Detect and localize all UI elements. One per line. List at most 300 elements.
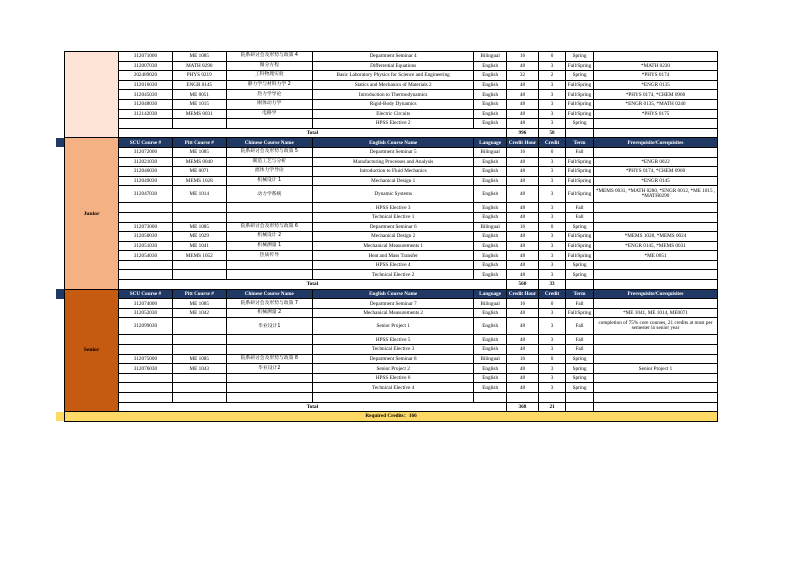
table-row bbox=[56, 186, 718, 203]
chinese-name-cell: 院系研讨会及形势与政策 4 bbox=[226, 52, 312, 62]
scu-course-cell: 312007030 bbox=[118, 61, 172, 71]
credit-cell: 3 bbox=[539, 335, 566, 345]
margin-cell bbox=[56, 203, 65, 213]
scu-course-cell: 312051030 bbox=[118, 241, 172, 251]
credit-cell: 0 bbox=[539, 299, 566, 309]
prereq-cell: *PHYS 0175 bbox=[594, 109, 718, 119]
credit-cell: 3 bbox=[539, 157, 566, 167]
pitt-course-cell bbox=[172, 345, 226, 355]
header-language-cell: Language bbox=[474, 289, 506, 299]
chinese-name-cell: 微分方程 bbox=[226, 61, 312, 71]
margin-cell bbox=[56, 251, 65, 261]
margin-cell bbox=[56, 222, 65, 232]
term-cell: Fall bbox=[566, 299, 594, 309]
scu-course-cell bbox=[118, 383, 172, 393]
total-hours: 368 bbox=[506, 402, 538, 412]
pitt-course-cell: ME 0051 bbox=[172, 90, 226, 100]
prereq-cell bbox=[594, 335, 718, 345]
credit-hour-cell: 16 bbox=[506, 222, 538, 232]
scu-course-cell bbox=[118, 203, 172, 213]
credit-hour-cell: 48 bbox=[506, 308, 538, 318]
credit-hour-cell: 48 bbox=[506, 383, 538, 393]
term-cell: Fall/Spring bbox=[566, 61, 594, 71]
scu-course-cell bbox=[118, 335, 172, 345]
prereq-cell bbox=[594, 270, 718, 280]
scu-course-cell: 312073000 bbox=[118, 222, 172, 232]
english-name-cell: Technical Elective 4 bbox=[312, 383, 474, 393]
credit-cell: 3 bbox=[539, 99, 566, 109]
credit-cell: 3 bbox=[539, 345, 566, 355]
language-cell: English bbox=[474, 373, 506, 383]
pitt-course-cell: ME 1042 bbox=[172, 308, 226, 318]
table-row bbox=[56, 157, 718, 167]
english-name-cell: Mechanical Measurements 2 bbox=[312, 308, 474, 318]
chinese-name-cell bbox=[226, 119, 312, 129]
chinese-name-cell: 机械设计 1 bbox=[226, 176, 312, 186]
credit-hour-cell: 48 bbox=[506, 90, 538, 100]
scu-course-cell: 312054030 bbox=[118, 251, 172, 261]
language-cell: English bbox=[474, 99, 506, 109]
table-row bbox=[56, 167, 718, 177]
term-cell: Fall/Spring bbox=[566, 99, 594, 109]
required-credits: Required Credits：166 bbox=[65, 412, 718, 422]
year-label: Junior bbox=[65, 138, 119, 289]
credit-hour-cell: 48 bbox=[506, 99, 538, 109]
scu-course-cell bbox=[118, 373, 172, 383]
table-row bbox=[56, 308, 718, 318]
margin-cell bbox=[56, 373, 65, 383]
language-cell: English bbox=[474, 251, 506, 261]
pitt-course-cell: PHYS 0219 bbox=[172, 71, 226, 81]
scu-course-cell bbox=[118, 212, 172, 222]
credit-hour-cell: 16 bbox=[506, 354, 538, 364]
header-prereq-cell: Prerequisite/Corequisites bbox=[594, 138, 718, 148]
header-term-cell: Term bbox=[566, 289, 594, 299]
chinese-name-cell: 院系研讨会及形势与政策 7 bbox=[226, 299, 312, 309]
margin-cell bbox=[56, 90, 65, 100]
scu-course-cell: 312050030 bbox=[118, 232, 172, 242]
pitt-course-cell: ME 1085 bbox=[172, 52, 226, 62]
scu-course-cell: 312071000 bbox=[118, 52, 172, 62]
header-term-cell: Term bbox=[566, 138, 594, 148]
credit-cell: 3 bbox=[539, 203, 566, 213]
scu-course-cell: 312049030 bbox=[118, 176, 172, 186]
prereq-cell bbox=[594, 203, 718, 213]
english-name-cell: Department Seminar 8 bbox=[312, 354, 474, 364]
pitt-course-cell: MATH 0290 bbox=[172, 61, 226, 71]
margin-cell bbox=[56, 176, 65, 186]
credit-cell: 3 bbox=[539, 90, 566, 100]
total-prereq bbox=[594, 128, 718, 138]
total-term bbox=[566, 128, 594, 138]
prereq-cell: *PHYS 0174, *CHEM 0960 bbox=[594, 90, 718, 100]
english-name-cell: Introduction to Thermodynamics bbox=[312, 90, 474, 100]
credit-cell: 3 bbox=[539, 186, 566, 203]
margin-cell bbox=[56, 280, 65, 290]
language-cell: English bbox=[474, 61, 506, 71]
total-credit: 33 bbox=[539, 280, 566, 290]
credit-hour-cell: 48 bbox=[506, 232, 538, 242]
prereq-cell bbox=[594, 212, 718, 222]
english-name-cell: Dynamic Systems bbox=[312, 186, 474, 203]
language-cell: English bbox=[474, 335, 506, 345]
english-name-cell: Manufacturing Processes and Analysis bbox=[312, 157, 474, 167]
english-name-cell: Basic Laboratory Physics for Science and Engineering bbox=[312, 71, 474, 81]
credit-cell bbox=[539, 393, 566, 403]
credit-cell: 0 bbox=[539, 354, 566, 364]
credit-hour-cell: 16 bbox=[506, 52, 538, 62]
prereq-cell bbox=[594, 299, 718, 309]
table-row bbox=[56, 241, 718, 251]
curriculum-sheet bbox=[56, 51, 718, 422]
prereq-cell: *ENGR 0145, *MEMS 0031 bbox=[594, 241, 718, 251]
credit-hour-cell: 48 bbox=[506, 345, 538, 355]
pitt-course-cell: ME 1029 bbox=[172, 232, 226, 242]
english-name-cell: HPSS Elective 2 bbox=[312, 119, 474, 129]
credit-cell: 3 bbox=[539, 318, 566, 335]
prereq-cell bbox=[594, 393, 718, 403]
header-chinese-name-cell: Chinese Course Name bbox=[226, 138, 312, 148]
prereq-cell bbox=[594, 119, 718, 129]
pitt-course-cell: ME 1085 bbox=[172, 222, 226, 232]
pitt-course-cell bbox=[172, 335, 226, 345]
total-prereq bbox=[594, 402, 718, 412]
term-cell: Spring bbox=[566, 222, 594, 232]
pitt-course-cell: MEMS 0040 bbox=[172, 157, 226, 167]
margin-cell bbox=[56, 80, 65, 90]
scu-course-cell bbox=[118, 119, 172, 129]
table-row bbox=[56, 203, 718, 213]
curriculum-table bbox=[56, 51, 718, 422]
scu-course-cell: 312099030 bbox=[118, 318, 172, 335]
credit-cell: 3 bbox=[539, 167, 566, 177]
credit-cell: 3 bbox=[539, 119, 566, 129]
credit-hour-cell: 48 bbox=[506, 167, 538, 177]
credit-hour-cell bbox=[506, 393, 538, 403]
chinese-name-cell: 制造工艺与分析 bbox=[226, 157, 312, 167]
language-cell: English bbox=[474, 71, 506, 81]
chinese-name-cell bbox=[226, 383, 312, 393]
margin-cell bbox=[56, 393, 65, 403]
total-term bbox=[566, 280, 594, 290]
english-name-cell: Introduction to Fluid Mechanics bbox=[312, 167, 474, 177]
credit-cell: 3 bbox=[539, 61, 566, 71]
required-credits-row bbox=[56, 412, 718, 422]
english-name-cell: Mechanical Design 2 bbox=[312, 232, 474, 242]
pitt-course-cell: ME 1015 bbox=[172, 99, 226, 109]
prereq-cell bbox=[594, 354, 718, 364]
total-credit: 58 bbox=[539, 128, 566, 138]
prereq-cell bbox=[594, 222, 718, 232]
language-cell: Bilingual bbox=[474, 147, 506, 157]
prereq-cell bbox=[594, 52, 718, 62]
chinese-name-cell bbox=[226, 335, 312, 345]
prereq-cell bbox=[594, 345, 718, 355]
header-scu-course-cell: SCU Course # bbox=[118, 138, 172, 148]
chinese-name-cell: 院系研讨会及形势与政策 6 bbox=[226, 222, 312, 232]
margin-cell bbox=[56, 345, 65, 355]
english-name-cell: Technical Elective 1 bbox=[312, 212, 474, 222]
term-cell: Spring bbox=[566, 373, 594, 383]
prereq-cell bbox=[594, 383, 718, 393]
language-cell bbox=[474, 393, 506, 403]
pitt-course-cell: MEMS 1052 bbox=[172, 251, 226, 261]
english-name-cell: Technical Elective 2 bbox=[312, 270, 474, 280]
credit-hour-cell: 16 bbox=[506, 147, 538, 157]
term-cell: Spring bbox=[566, 71, 594, 81]
language-cell: English bbox=[474, 203, 506, 213]
margin-cell bbox=[56, 61, 65, 71]
scu-course-cell: 202489020 bbox=[118, 71, 172, 81]
prereq-cell: *PHYS 0174 bbox=[594, 71, 718, 81]
margin-cell bbox=[56, 299, 65, 309]
credit-hour-cell: 48 bbox=[506, 364, 538, 374]
term-cell: Fall/Spring bbox=[566, 308, 594, 318]
prereq-cell: Senior Project 1 bbox=[594, 364, 718, 374]
margin-cell bbox=[56, 119, 65, 129]
credit-cell: 3 bbox=[539, 212, 566, 222]
english-name-cell: Senior Project 2 bbox=[312, 364, 474, 374]
language-cell: English bbox=[474, 308, 506, 318]
credit-cell: 3 bbox=[539, 109, 566, 119]
margin-cell bbox=[56, 167, 65, 177]
language-cell: English bbox=[474, 270, 506, 280]
scu-course-cell: 312072000 bbox=[118, 147, 172, 157]
prereq-cell: completion of 75% core courses, 21 credits at most per semester in senior year bbox=[594, 318, 718, 335]
term-cell: Fall bbox=[566, 318, 594, 335]
english-name-cell: HPSS Elective 3 bbox=[312, 203, 474, 213]
pitt-course-cell: ME 0071 bbox=[172, 167, 226, 177]
pitt-course-cell bbox=[172, 212, 226, 222]
prereq-cell: *ENGR 0022 bbox=[594, 157, 718, 167]
language-cell: English bbox=[474, 364, 506, 374]
table-row bbox=[56, 335, 718, 345]
prereq-cell bbox=[594, 373, 718, 383]
language-cell: English bbox=[474, 241, 506, 251]
english-name-cell: Statics and Mechanics of Materials 2 bbox=[312, 80, 474, 90]
credit-hour-cell: 48 bbox=[506, 335, 538, 345]
credit-cell: 3 bbox=[539, 308, 566, 318]
scu-course-cell bbox=[118, 270, 172, 280]
table-row bbox=[56, 383, 718, 393]
margin-cell bbox=[56, 402, 65, 412]
english-name-cell: Rigid-Body Dynamics bbox=[312, 99, 474, 109]
pitt-course-cell: MEMS 0031 bbox=[172, 109, 226, 119]
margin-cell bbox=[56, 186, 65, 203]
prereq-cell: *ENGR 0145 bbox=[594, 176, 718, 186]
english-name-cell: Department Seminar 4 bbox=[312, 52, 474, 62]
language-cell: English bbox=[474, 212, 506, 222]
term-cell: Spring bbox=[566, 354, 594, 364]
english-name-cell: Heat and Mass Transfer bbox=[312, 251, 474, 261]
table-row bbox=[56, 345, 718, 355]
margin-cell bbox=[56, 128, 65, 138]
table-row bbox=[56, 222, 718, 232]
language-cell: English bbox=[474, 260, 506, 270]
credit-hour-cell: 48 bbox=[506, 157, 538, 167]
term-cell: Fall/Spring bbox=[566, 167, 594, 177]
prereq-cell: *ME 1041, ME 1014, ME0071 bbox=[594, 308, 718, 318]
header-prereq-cell: Prerequisite/Corequisites bbox=[594, 289, 718, 299]
credit-cell: 3 bbox=[539, 251, 566, 261]
scu-course-cell: 312046030 bbox=[118, 167, 172, 177]
total-term bbox=[566, 402, 594, 412]
chinese-name-cell: 毕业设计1 bbox=[226, 318, 312, 335]
margin-cell bbox=[56, 308, 65, 318]
margin-cell bbox=[56, 241, 65, 251]
table-row bbox=[56, 270, 718, 280]
credit-hour-cell: 32 bbox=[506, 71, 538, 81]
pitt-course-cell: ENGR 0145 bbox=[172, 80, 226, 90]
language-cell: English bbox=[474, 383, 506, 393]
term-cell bbox=[566, 393, 594, 403]
term-cell: Fall/Spring bbox=[566, 232, 594, 242]
chinese-name-cell: 院系研讨会及形势与政策 5 bbox=[226, 147, 312, 157]
chinese-name-cell: 机械测量 1 bbox=[226, 241, 312, 251]
term-cell: Fall/Spring bbox=[566, 157, 594, 167]
header-pitt-course-cell: Pitt Course # bbox=[172, 138, 226, 148]
credit-cell: 3 bbox=[539, 383, 566, 393]
table-row bbox=[56, 318, 718, 335]
pitt-course-cell bbox=[172, 203, 226, 213]
prereq-cell: *MEMS 0031, *MATH 0280, *ENGR 0012, *ME 1015 , *MATH0290 bbox=[594, 186, 718, 203]
margin-cell bbox=[56, 71, 65, 81]
table-row bbox=[56, 71, 718, 81]
scu-course-cell: 312052030 bbox=[118, 308, 172, 318]
pitt-course-cell bbox=[172, 393, 226, 403]
header-english-name-cell: English Course Name bbox=[312, 289, 474, 299]
table-row bbox=[56, 147, 718, 157]
header-credit-hour-cell: Credit Hour bbox=[506, 289, 538, 299]
credit-hour-cell: 48 bbox=[506, 270, 538, 280]
table-row bbox=[56, 119, 718, 129]
total-hours: 996 bbox=[506, 128, 538, 138]
term-cell: Spring bbox=[566, 52, 594, 62]
margin-cell bbox=[56, 354, 65, 364]
term-cell: Fall bbox=[566, 345, 594, 355]
scu-course-cell bbox=[118, 260, 172, 270]
margin-cell bbox=[56, 318, 65, 335]
margin-cell bbox=[56, 412, 65, 422]
chinese-name-cell: 流体力学导论 bbox=[226, 167, 312, 177]
pitt-course-cell: ME 1014 bbox=[172, 186, 226, 203]
credit-hour-cell: 48 bbox=[506, 318, 538, 335]
pitt-course-cell bbox=[172, 318, 226, 335]
english-name-cell: Technical Elective 3 bbox=[312, 345, 474, 355]
chinese-name-cell bbox=[226, 345, 312, 355]
credit-hour-cell: 48 bbox=[506, 109, 538, 119]
chinese-name-cell: 院系研讨会及形势与政策 8 bbox=[226, 354, 312, 364]
term-cell: Fall bbox=[566, 203, 594, 213]
credit-hour-cell: 48 bbox=[506, 241, 538, 251]
total-credit: 21 bbox=[539, 402, 566, 412]
english-name-cell bbox=[312, 393, 474, 403]
language-cell: English bbox=[474, 176, 506, 186]
chinese-name-cell: 机械测量 2 bbox=[226, 308, 312, 318]
credit-hour-cell: 48 bbox=[506, 373, 538, 383]
table-row bbox=[56, 99, 718, 109]
margin-cell bbox=[56, 289, 65, 299]
prereq-cell bbox=[594, 147, 718, 157]
scu-course-cell: 312047030 bbox=[118, 186, 172, 203]
language-cell: English bbox=[474, 186, 506, 203]
margin-cell bbox=[56, 212, 65, 222]
pitt-course-cell: MEMS 1028 bbox=[172, 176, 226, 186]
margin-cell bbox=[56, 260, 65, 270]
year-label bbox=[65, 52, 119, 138]
scu-course-cell: 312045030 bbox=[118, 90, 172, 100]
pitt-course-cell bbox=[172, 119, 226, 129]
credit-cell: 3 bbox=[539, 270, 566, 280]
scu-course-cell: 312076030 bbox=[118, 364, 172, 374]
margin-cell bbox=[56, 109, 65, 119]
credit-cell: 0 bbox=[539, 52, 566, 62]
table-row bbox=[56, 232, 718, 242]
chinese-name-cell bbox=[226, 373, 312, 383]
language-cell: English bbox=[474, 90, 506, 100]
chinese-name-cell: 机械设计 2 bbox=[226, 232, 312, 242]
term-cell: Fall/Spring bbox=[566, 176, 594, 186]
credit-cell: 3 bbox=[539, 364, 566, 374]
term-cell: Spring bbox=[566, 270, 594, 280]
credit-cell: 0 bbox=[539, 222, 566, 232]
language-cell: English bbox=[474, 345, 506, 355]
prereq-cell: *MATH 0230 bbox=[594, 61, 718, 71]
credit-hour-cell: 48 bbox=[506, 61, 538, 71]
scu-course-cell: 312075000 bbox=[118, 354, 172, 364]
total-prereq bbox=[594, 280, 718, 290]
english-name-cell: Department Seminar 6 bbox=[312, 222, 474, 232]
pitt-course-cell: ME 1043 bbox=[172, 364, 226, 374]
credit-cell: 3 bbox=[539, 176, 566, 186]
language-cell: English bbox=[474, 119, 506, 129]
credit-hour-cell: 16 bbox=[506, 299, 538, 309]
term-cell: Fall bbox=[566, 212, 594, 222]
english-name-cell: Electric Circuits bbox=[312, 109, 474, 119]
scu-course-cell: 312021030 bbox=[118, 157, 172, 167]
year-label: Senior bbox=[65, 289, 119, 412]
margin-cell bbox=[56, 52, 65, 62]
pitt-course-cell: ME 1085 bbox=[172, 147, 226, 157]
term-cell: Fall/Spring bbox=[566, 186, 594, 203]
scu-course-cell: 312048030 bbox=[118, 99, 172, 109]
term-cell: Fall bbox=[566, 335, 594, 345]
credit-cell: 3 bbox=[539, 373, 566, 383]
chinese-name-cell: 工科物理实验 bbox=[226, 71, 312, 81]
table-row bbox=[56, 354, 718, 364]
chinese-name-cell bbox=[226, 203, 312, 213]
chinese-name-cell: 毕业设计2 bbox=[226, 364, 312, 374]
english-name-cell: Differential Equations bbox=[312, 61, 474, 71]
header-credit-cell: Credit bbox=[539, 289, 566, 299]
scu-course-cell: 312074000 bbox=[118, 299, 172, 309]
term-cell: Spring bbox=[566, 119, 594, 129]
english-name-cell: Department Seminar 5 bbox=[312, 147, 474, 157]
chinese-name-cell: 刚体动力学 bbox=[226, 99, 312, 109]
language-cell: English bbox=[474, 80, 506, 90]
prereq-cell: *ENGR 0135, *MATH 0240 bbox=[594, 99, 718, 109]
english-name-cell: HPSS Elective 5 bbox=[312, 335, 474, 345]
language-cell: Bilingual bbox=[474, 299, 506, 309]
margin-cell bbox=[56, 99, 65, 109]
total-row bbox=[56, 128, 718, 138]
prereq-cell bbox=[594, 260, 718, 270]
term-cell: Spring bbox=[566, 260, 594, 270]
credit-hour-cell: 48 bbox=[506, 212, 538, 222]
total-label: Total bbox=[118, 402, 506, 412]
term-cell: Fall/Spring bbox=[566, 251, 594, 261]
language-cell: English bbox=[474, 157, 506, 167]
